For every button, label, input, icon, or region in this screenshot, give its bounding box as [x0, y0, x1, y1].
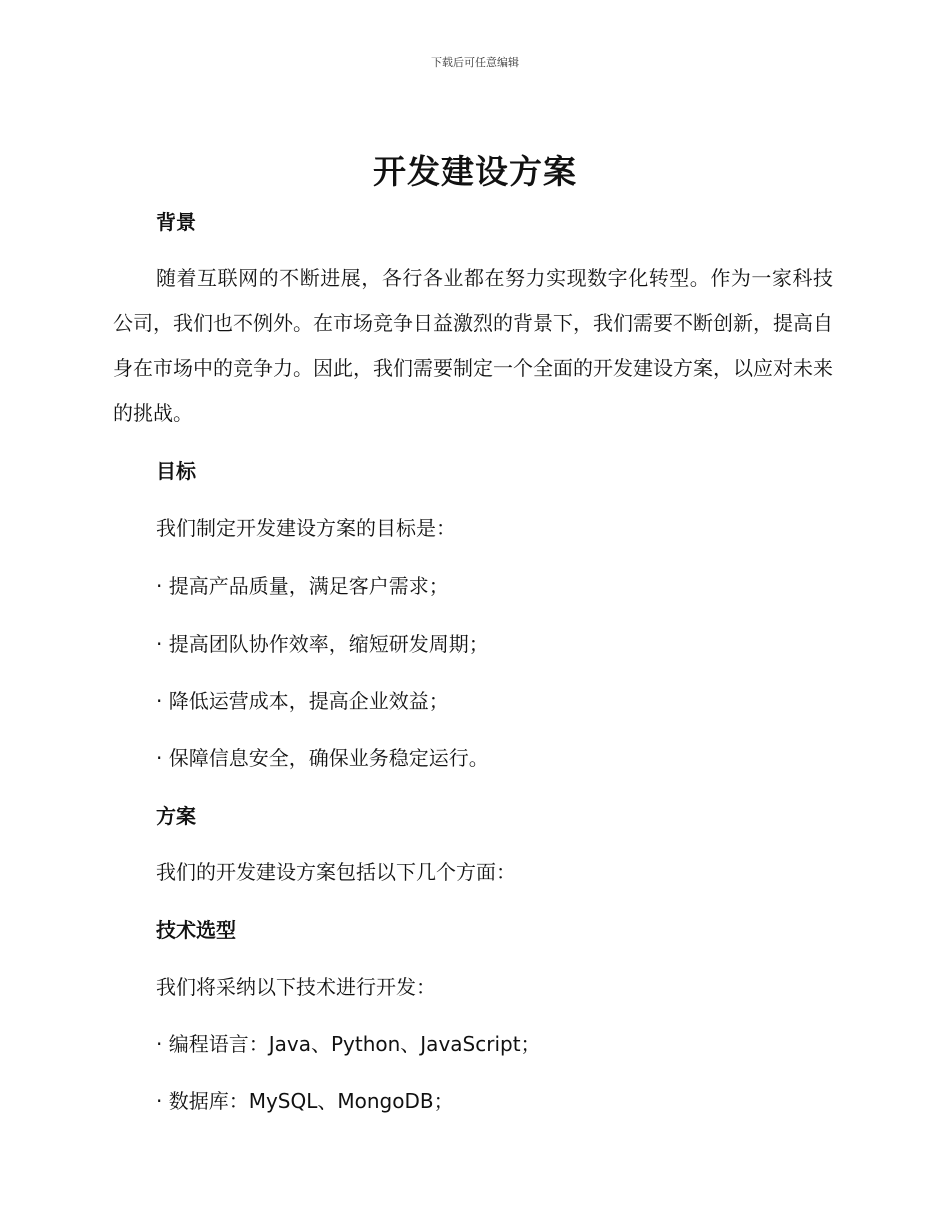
document-title: 开发建设方案	[373, 152, 577, 191]
tech-item-block	[113, 1029, 833, 1059]
goals-heading-block	[113, 457, 833, 485]
list-item: · 降低运营成本，提高企业效益；	[156, 689, 449, 713]
tech-intro: 我们将采纳以下技术进行开发：	[156, 975, 436, 999]
tech-heading-block	[113, 916, 833, 944]
list-item: · 提高团队协作效率，缩短研发周期；	[156, 632, 489, 656]
section-heading-goals: 目标	[156, 459, 196, 483]
list-item: · 保障信息安全，确保业务稳定运行。	[156, 746, 489, 770]
plan-heading-block	[113, 802, 833, 830]
background-paragraph: 随着互联网的不断进展，各行各业都在努力实现数字化转型。作为一家科技公司，我们也不例外。在市场竞争日益激烈的背景下，我们需要不断创新，提高自身在市场中的竞争力。因此，我们需要制定一个全面的开发建设方案，以应对未来的挑战。	[113, 266, 833, 425]
background-heading-block	[113, 208, 833, 236]
section-heading-plan: 方案	[156, 804, 196, 828]
section-heading-background: 背景	[156, 210, 196, 234]
section-heading-tech: 技术选型	[156, 918, 236, 942]
goals-item-block	[113, 571, 833, 601]
goals-intro-block	[113, 513, 833, 543]
plan-intro: 我们的开发建设方案包括以下几个方面：	[156, 860, 516, 884]
page-header: 下载后可任意编辑	[431, 56, 519, 69]
list-item: · 提高产品质量，满足客户需求；	[156, 574, 449, 598]
tech-item-block	[113, 1086, 833, 1116]
tech-intro-block	[113, 972, 833, 1002]
list-item: · 数据库：MySQL、MongoDB；	[156, 1089, 454, 1113]
goals-item-block	[113, 629, 833, 659]
list-item: · 编程语言：Java、Python、JavaScript；	[156, 1032, 541, 1056]
goals-item-block	[113, 686, 833, 716]
plan-intro-block	[113, 857, 833, 887]
goals-intro: 我们制定开发建设方案的目标是：	[156, 516, 456, 540]
goals-item-block	[113, 743, 833, 773]
background-paragraph-block	[113, 256, 833, 436]
